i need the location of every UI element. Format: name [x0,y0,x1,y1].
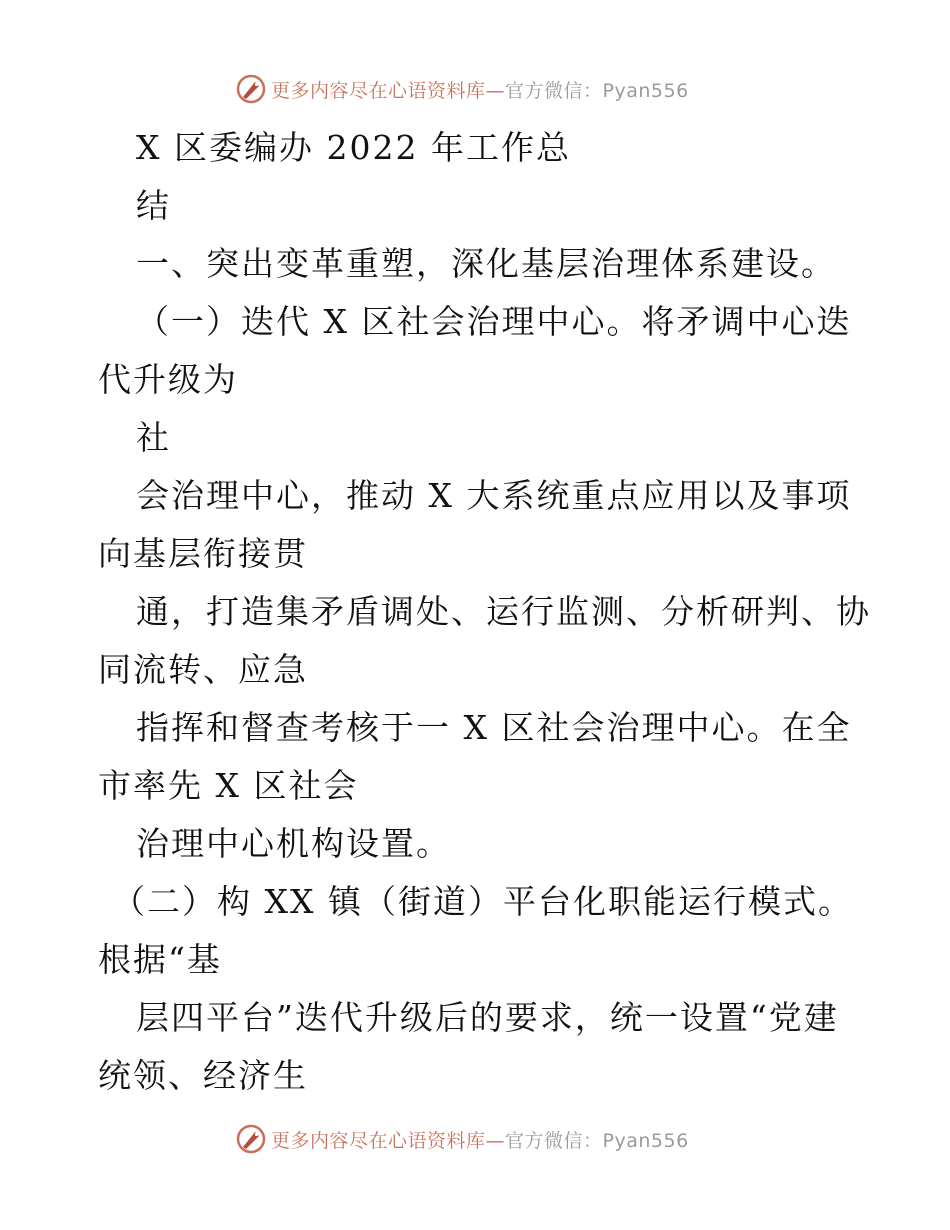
paragraph-line: 同流转、应急 [98,650,308,689]
doc-title-line-1: X 区委编办 2022 年工作总 [136,128,571,167]
paragraph-line: 层四平台”迭代升级后的要求，统一设置“党建 [136,998,839,1037]
paragraph-line: 市率先 X 区社会 [98,766,359,805]
paragraph-line: 治理中心机构设置。 [136,824,451,863]
paragraph-line: 根据“基 [98,940,222,979]
section-heading-1: 一、突出变革重塑，深化基层治理体系建设。 [136,244,836,283]
pen-nib-logo-icon [235,1123,267,1155]
paragraph-line: 会治理中心，推动 X 大系统重点应用以及事项 [136,476,852,515]
paragraph-line: 向基层衔接贯 [98,534,308,573]
paragraph-line: 通，打造集矛盾调处、运行监测、分析研判、协 [136,592,871,631]
paragraph-line: 统领、经济生 [98,1056,308,1095]
watermark-footer [235,1122,689,1156]
doc-title-line-2: 结 [136,186,171,225]
paragraph-line: 代升级为 [98,360,238,399]
pen-nib-logo-icon [235,73,267,105]
paragraph-line: （二）构 XX 镇（街道）平台化职能运行模式。 [112,882,853,921]
watermark-header [235,72,689,106]
watermark-text: 更多内容尽在心语资料库—官方微信：Pyan556 [271,79,689,102]
watermark-text: 更多内容尽在心语资料库—官方微信：Pyan556 [271,1129,689,1152]
paragraph-line: 指挥和督查考核于一 X 区社会治理中心。在全 [136,708,852,747]
paragraph-line: 社 [136,418,171,457]
paragraph-line: （一）迭代 X 区社会治理中心。将矛调中心迭 [136,302,852,341]
